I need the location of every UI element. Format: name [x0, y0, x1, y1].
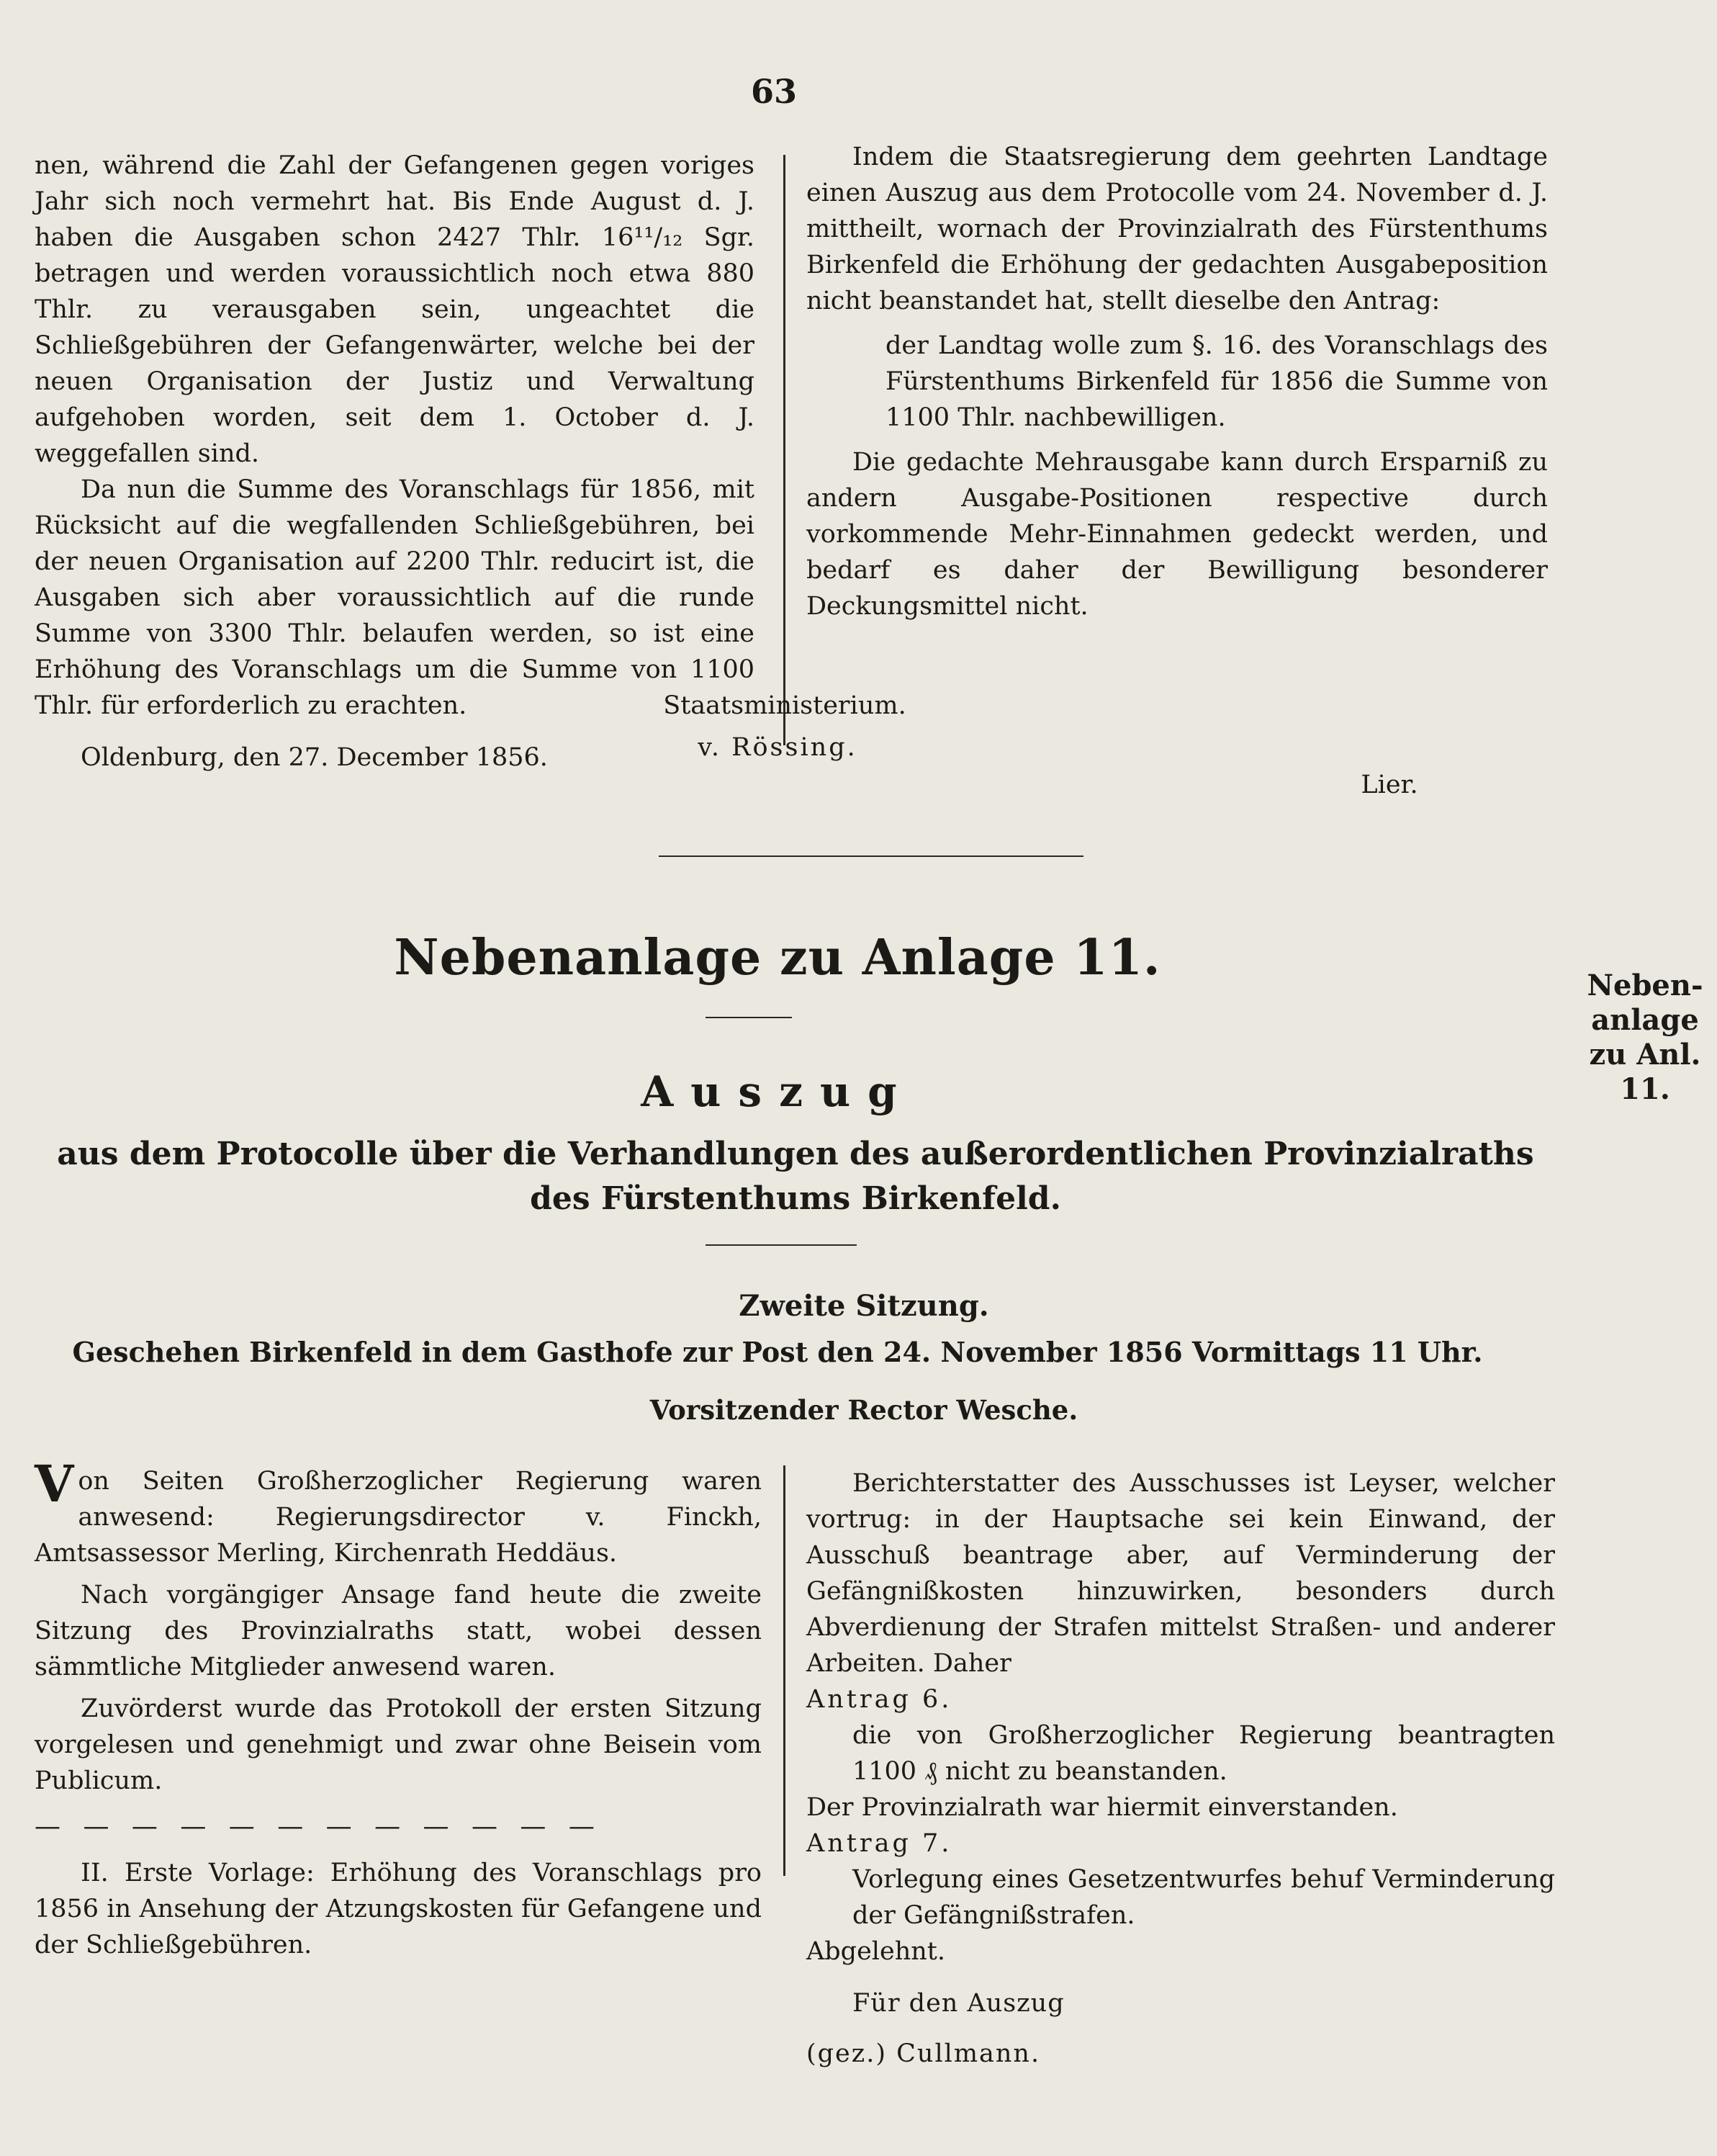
auszug-title: Auszug	[641, 1067, 914, 1116]
left-top-paragraph-1: nen, während die Zahl der Gefangenen gegen voriges Jahr sich noch vermehrt hat. Bis Ende August d. J. haben die Ausgaben schon 2427 Thlr. 16¹¹/₁₂ Sgr. betragen und werden voraussichtlich noch etwa 880 Thlr. zu verausgaben sein, ungeachtet die Schließgebühren der Gefangenwärter, welche bei der neuen Organisation der Justiz und Verwaltung aufgehoben worden, seit dem 1. October d. J. weggefallen sind.	[35, 151, 754, 468]
right-column-top	[806, 139, 1548, 624]
session-title: Zweite Sitzung.	[739, 1289, 989, 1323]
left-top-paragraph-2: Da nun die Summe des Voranschlags für 1856, mit Rücksicht auf die wegfallenden Schließgebühren, bei der neuen Organisation auf 2200 Thlr. reducirt ist, die Ausgaben sich aber voraussichtlich auf die runde Summe von 3300 Thlr. belaufen werden, so ist eine Erhöhung des Voranschlags um die Summe von 1100 Thlr. für erforderlich zu erachten.	[35, 475, 754, 720]
left-bottom-paragraph-1: Von Seiten Großherzoglicher Regierung waren anwesend: Regierungsdirector v. Finckh, Amtsassessor Merling, Kirchenrath Heddäus.	[35, 1454, 762, 1568]
signature-name-1: v. Rössing.	[698, 733, 857, 762]
left-column-top	[35, 148, 754, 776]
left-column-bottom	[35, 1454, 762, 1963]
antrag-text: der Landtag wolle zum §. 16. des Voranschlags des Fürstenthums Birkenfeld für 1856 die Summe von 1100 Thlr. nachbewilligen.	[885, 331, 1548, 432]
margin-note: Neben-anlage zu Anl. 11.	[1587, 969, 1703, 1106]
place-date-line: Geschehen Birkenfeld in dem Gasthofe zur Post den 24. November 1856 Vormittags 11 Uhr.	[72, 1336, 1483, 1368]
page-number: 63	[750, 72, 797, 111]
right-top-paragraph-3: Die gedachte Mehrausgabe kann durch Ersparniß zu andern Ausgabe-Positionen respective durch vorkommende Mehr-Einnahmen gedeckt werden, und bedarf es daher der Bewilligung besonderer Deckungsmittel nicht.	[806, 448, 1548, 621]
short-rule-2	[706, 1244, 857, 1246]
antrag-6-text: die von Großherzoglicher Regierung beantragten 1100 ₰ nicht zu beanstanden.	[852, 1721, 1555, 1786]
date-line: Oldenburg, den 27. December 1856.	[81, 743, 548, 772]
excerpt-note: Für den Auszug	[852, 1989, 1065, 2018]
signed-line: (gez.) Cullmann.	[806, 2039, 1041, 2068]
right-bottom-paragraph-1: Berichterstatter des Ausschusses ist Leyser, welcher vortrug: in der Hauptsache sei kein Einwand, der Ausschuß beantrage aber, auf Verminderung der Gefängnißkosten hinzuwirken, besonders durch Abverdienung der Strafen mittelst Straßen- und anderer Arbeiten. Daher	[806, 1469, 1555, 1678]
short-rule-1	[706, 1017, 792, 1018]
signature-ministry: Staatsministerium.	[663, 691, 906, 720]
separator-rule	[659, 855, 1083, 857]
right-column-bottom	[806, 1465, 1555, 2072]
column-divider-top	[783, 155, 785, 745]
antrag-7-heading: Antrag 7.	[806, 1829, 952, 1858]
protocol-subtitle: aus dem Protocolle über die Verhandlungen des außerordentlichen Provinzialraths des Fürstenthums Birkenfeld.	[57, 1136, 1534, 1217]
drop-cap: V	[35, 1454, 74, 1514]
column-divider-bottom	[783, 1465, 785, 1876]
right-top-paragraph-1: Indem die Staatsregierung dem geehrten Landtage einen Auszug aus dem Protocolle vom 24. November d. J. mittheilt, wornach der Provinzialrath des Fürstenthums Birkenfeld die Erhöhung der gedachten Ausgabeposition nicht beanstandet hat, stellt dieselbe den Antrag:	[806, 143, 1548, 315]
chair-line: Vorsitzender Rector Wesche.	[649, 1394, 1078, 1426]
left-bottom-paragraph-2: Nach vorgängiger Ansage fand heute die zweite Sitzung des Provinzialraths statt, wobei dessen sämmtliche Mitglieder anwesend waren.	[35, 1581, 762, 1681]
antrag-7-text: Vorlegung eines Gesetzentwurfes behuf Verminderung der Gefängnißstrafen.	[852, 1865, 1555, 1930]
left-bottom-paragraph-3: Zuvörderst wurde das Protokoll der ersten Sitzung vorgelesen und genehmigt und zwar ohne Beisein vom Publicum.	[35, 1694, 762, 1795]
antrag-6-heading: Antrag 6.	[806, 1685, 952, 1714]
section-heading: Nebenanlage zu Anlage 11.	[394, 929, 1161, 987]
agreed-line: Der Provinzialrath war hiermit einverstanden.	[806, 1793, 1398, 1822]
left-bottom-paragraph-4: II. Erste Vorlage: Erhöhung des Voranschlags pro 1856 in Ansehung der Atzungskosten für Gefangene und der Schließgebühren.	[35, 1859, 762, 1959]
signature-name-2: Lier.	[1361, 771, 1418, 799]
rejected-line: Abgelehnt.	[806, 1937, 945, 1966]
dash-line: — — — — — — — — — — — —	[35, 1812, 602, 1841]
